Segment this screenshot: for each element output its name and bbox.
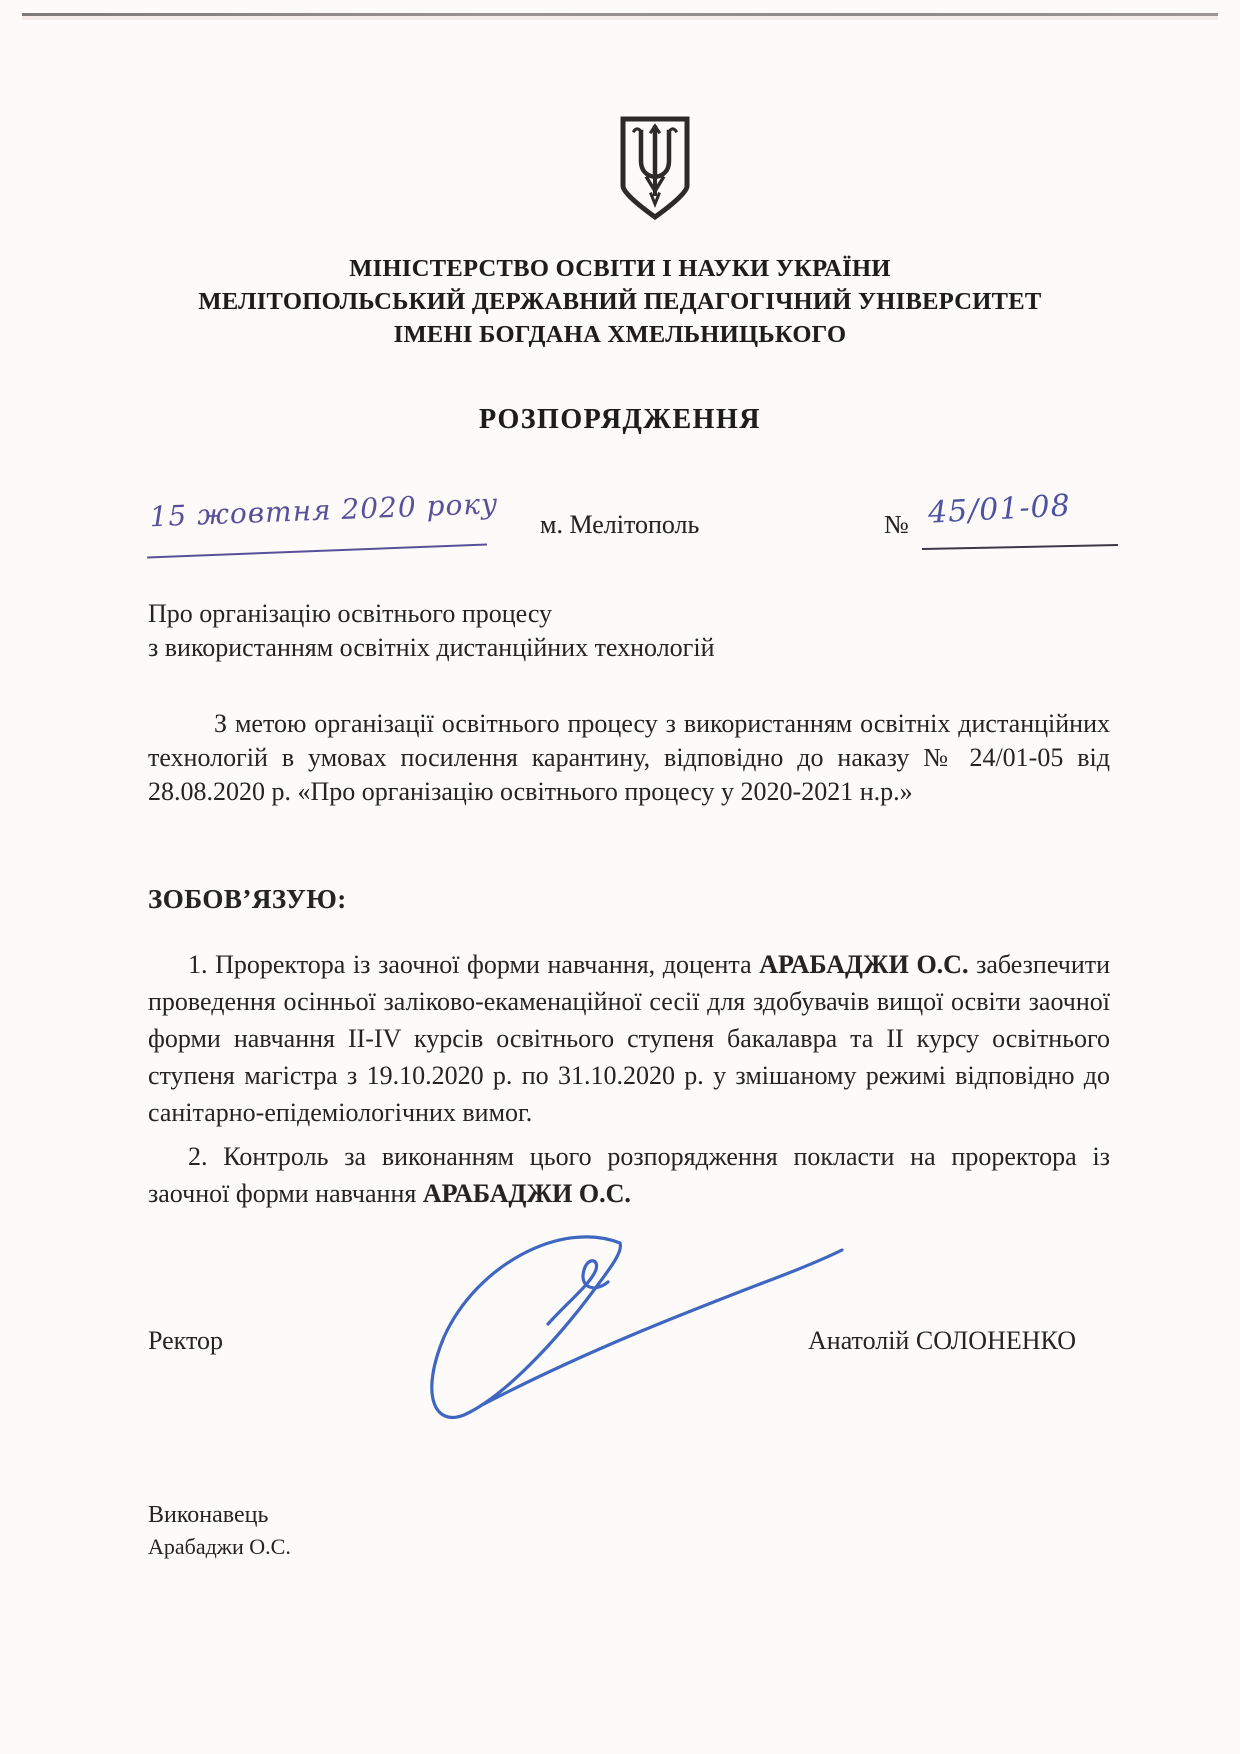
ministry-line: МІНІСТЕРСТВО ОСВІТИ І НАУКИ УКРАЇНИ [349,255,891,282]
subject-line-2: з використанням освітніх дистанційних технологій [148,633,715,662]
city-label: м. Мелітополь [540,510,700,539]
university-line: МЕЛІТОПОЛЬСЬКИЙ ДЕРЖАВНИЙ ПЕДАГОГІЧНИЙ УНІВЕРСИТЕТ [198,288,1042,315]
item-2-text: 2. Контроль за виконанням цього розпорядження покласти на проректора із заочної форми навчання [148,1142,1110,1208]
letterhead [0,252,1240,351]
handwritten-number: 45/01-08 [927,488,1072,531]
trident-emblem-icon [617,114,693,222]
scan-artifact-tint [22,16,1218,20]
signer-role-label: Ректор [148,1326,223,1355]
directive-word: ЗОБОВ’ЯЗУЮ: [148,884,347,914]
item-1-text-cont: забезпечити проведення осінньої заліково-екаменаційної сесії для здобувачів вищої освіти заочної форми навчання II-IV курсів освітнього ступеня бакалавра та II курсу освітнього ступеня магістра з 19.10.2020 р. по 31.10.2020 р. у змішаному режимі відповідно до санітарно-епідеміологічних вимог. [148,950,1111,1127]
executor-name: Арабаджи О.С. [148,1534,291,1559]
order-item-1 [148,946,1110,1131]
signature-ink [372,1212,868,1442]
preamble-paragraph: З метою організації освітнього процесу з використанням освітніх дистанційних технологій в умовах посилення карантину, відповідно до наказу № 24/01-05 від 28.08.2020 р. «Про організацію освітнього процесу у 2020-2021 н.р.» [148,709,1110,806]
number-underline [922,544,1118,550]
item-2-bold-name: АРАБАДЖИ О.С. [422,1179,631,1208]
named-after-line: ІМЕНІ БОГДАНА ХМЕЛЬНИЦЬКОГО [393,321,847,348]
document-type-title: РОЗПОРЯДЖЕННЯ [479,404,761,435]
order-item-2 [148,1138,1110,1212]
subject-line-1: Про організацію освітнього процесу [148,599,553,628]
executor-block [148,1500,291,1562]
executor-label: Виконавець [148,1502,269,1528]
item-1-text: 1. Проректора із заочної форми навчання, доцента [188,950,760,979]
handwritten-date: 15 жовтня 2020 року [145,487,487,558]
signer-name-label: Анатолій СОЛОНЕНКО [808,1326,1076,1355]
item-1-bold-name: АРАБАДЖИ О.С. [759,950,969,979]
subject-block [148,597,948,665]
number-label: № [884,510,909,539]
